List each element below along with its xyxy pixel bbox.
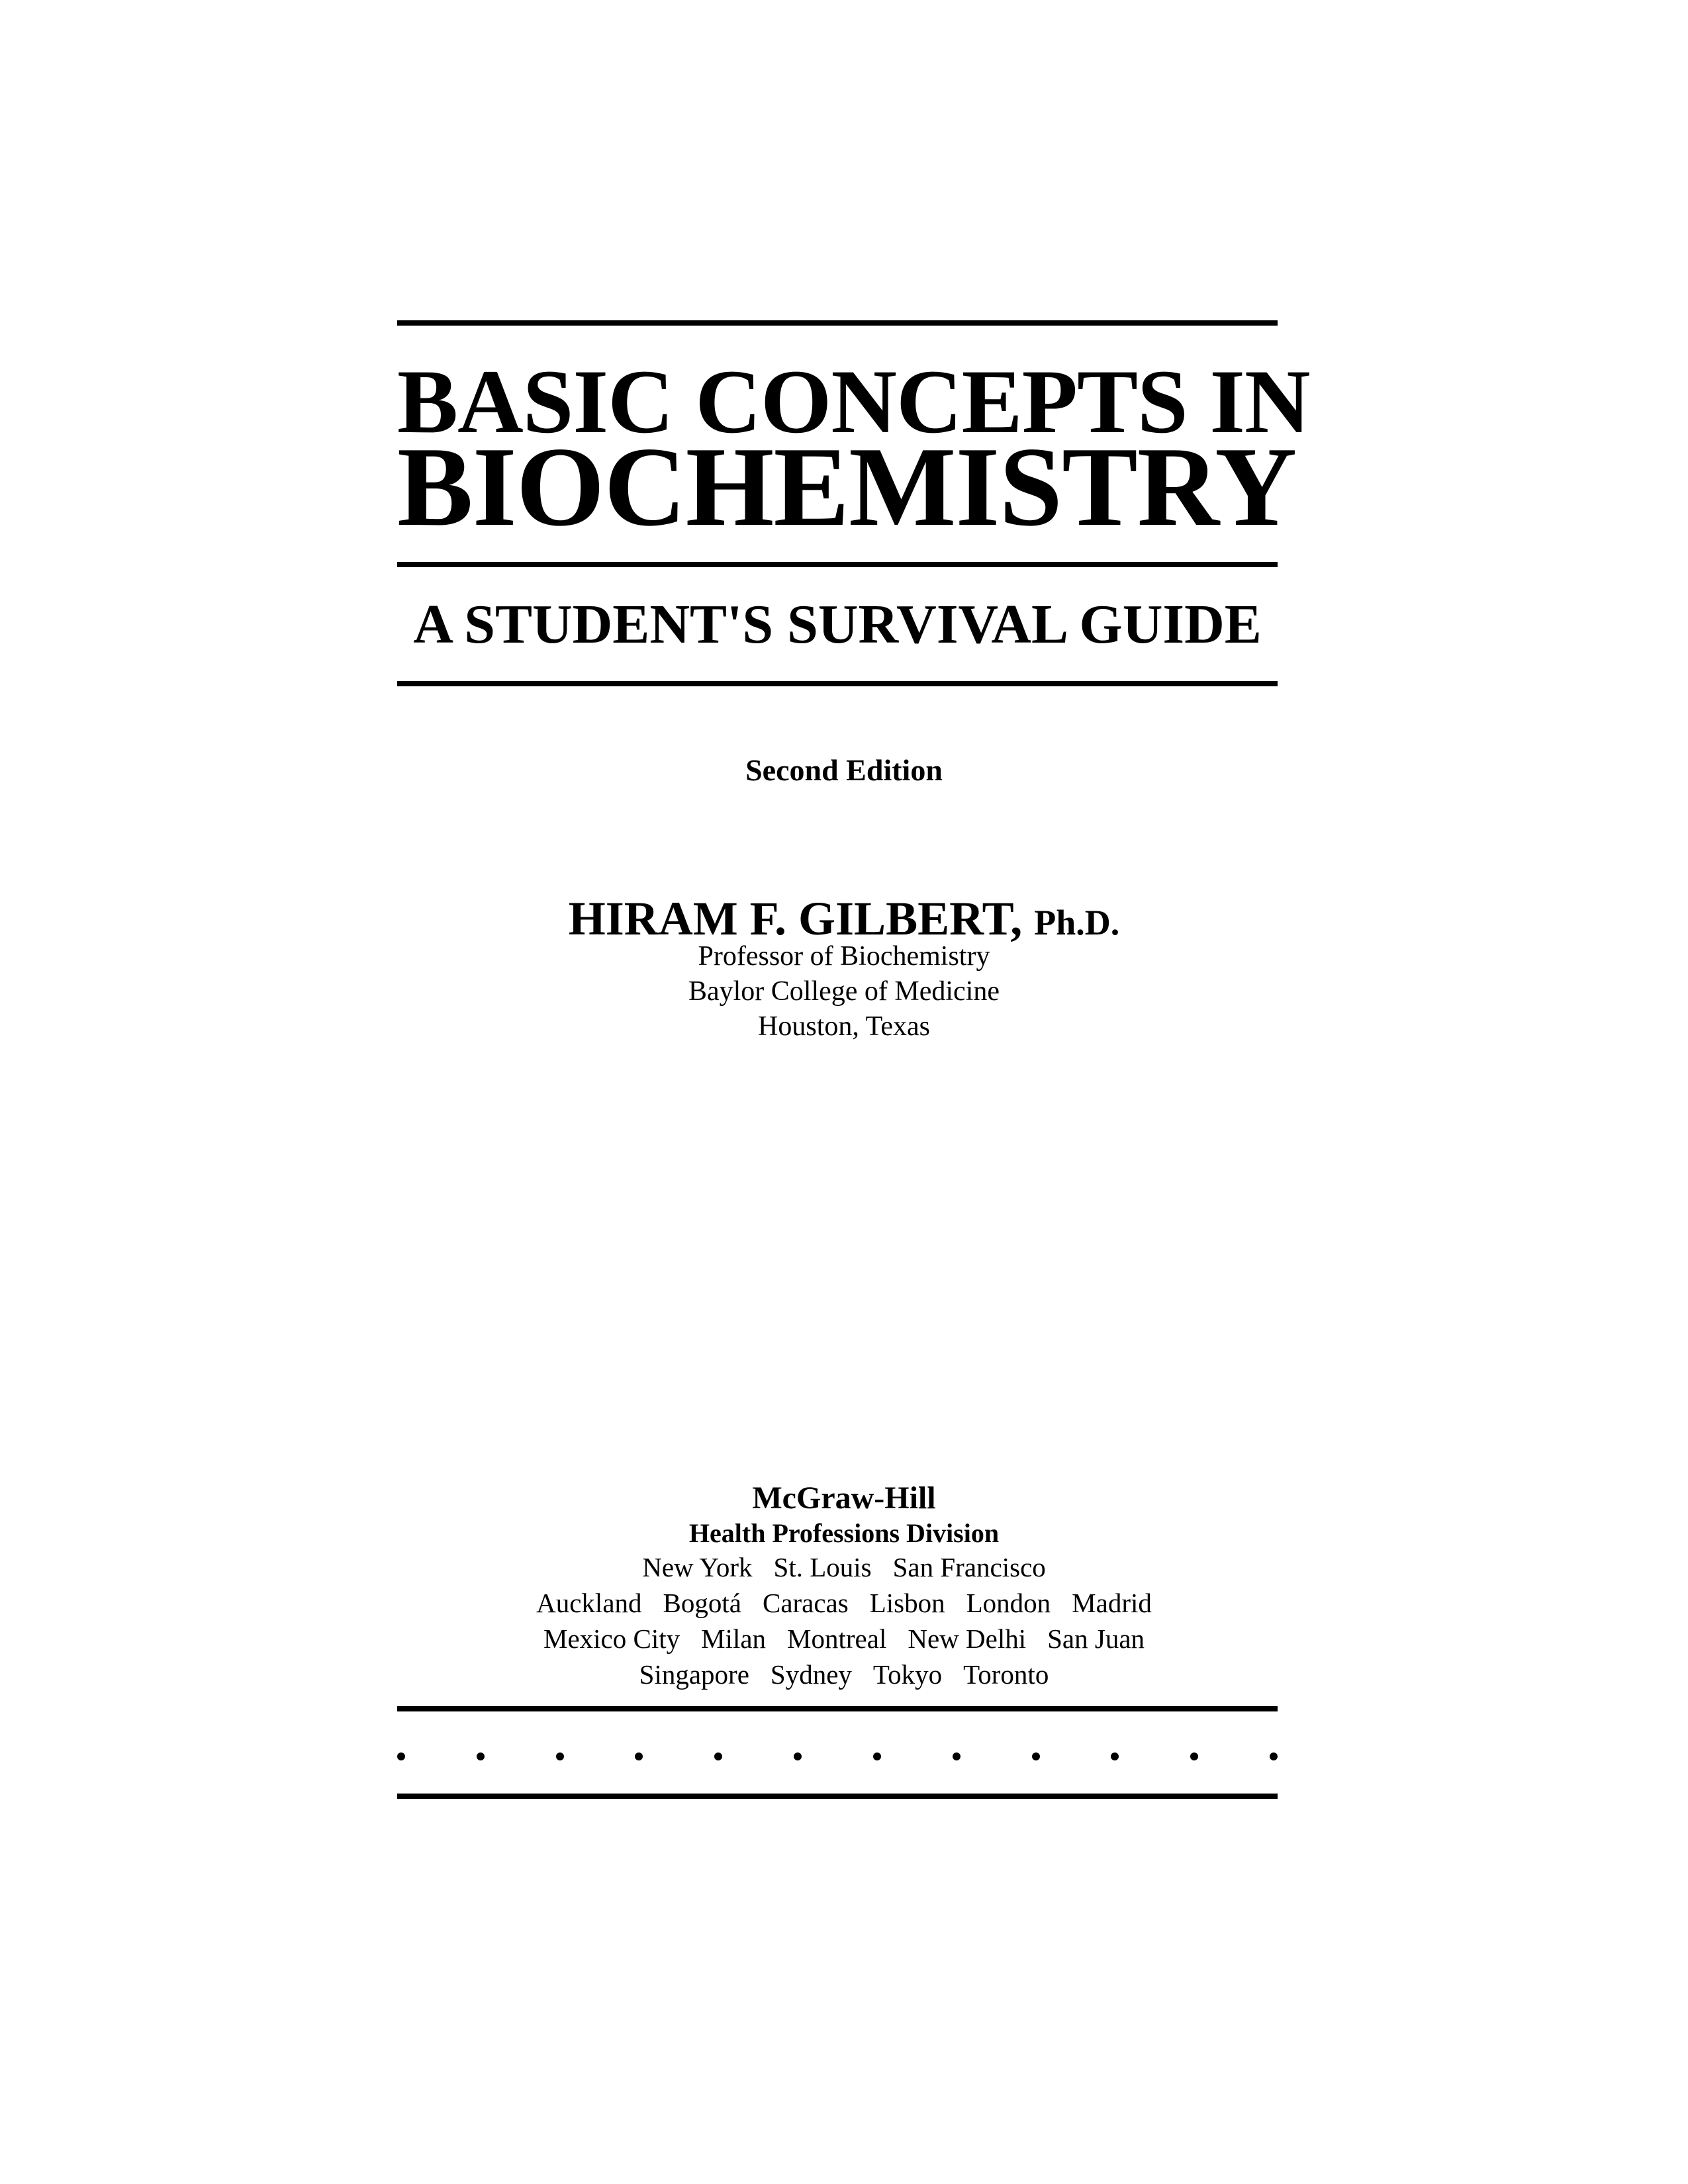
ornament-dot — [1111, 1752, 1119, 1760]
publisher-name: McGraw-Hill — [752, 1480, 936, 1516]
city-row-3 — [0, 1625, 1688, 1653]
city: Tokyo — [872, 1659, 943, 1690]
ornament-dot — [477, 1752, 485, 1760]
edition: Second Edition — [745, 753, 943, 787]
city: Lisbon — [869, 1588, 945, 1618]
ornament-dot — [556, 1752, 564, 1760]
city: Sydney — [770, 1659, 852, 1690]
city: New Delhi — [908, 1623, 1027, 1654]
top-rule — [397, 320, 1278, 326]
title-divider-rule — [397, 562, 1278, 567]
author-line — [0, 892, 1688, 945]
author-institution: Baylor College of Medicine — [688, 976, 1000, 1007]
author-location: Houston, Texas — [758, 1011, 930, 1042]
city: Montreal — [787, 1623, 887, 1654]
author-name: HIRAM F. GILBERT, — [568, 892, 1023, 945]
author-title: Professor of Biochemistry — [698, 941, 990, 972]
city: London — [966, 1588, 1051, 1618]
ornament-dot — [635, 1752, 643, 1760]
ornament-dot — [794, 1752, 802, 1760]
title-line-1: BASIC CONCEPTS IN — [397, 351, 1310, 452]
ornament-dot — [1270, 1752, 1278, 1760]
city: Singapore — [639, 1659, 749, 1690]
dot-ornament — [397, 1752, 1278, 1763]
city: Toronto — [963, 1659, 1049, 1690]
city: Mexico City — [543, 1623, 680, 1654]
city: Caracas — [762, 1588, 849, 1618]
city: Auckland — [536, 1588, 642, 1618]
subtitle: A STUDENT'S SURVIVAL GUIDE — [413, 594, 1262, 655]
subtitle-divider-rule — [397, 681, 1278, 686]
city-row-4 — [0, 1661, 1688, 1688]
bottom-rule-lower — [397, 1794, 1278, 1799]
city: San Juan — [1047, 1623, 1145, 1654]
city: San Francisco — [892, 1552, 1046, 1582]
bottom-rule-upper — [397, 1706, 1278, 1711]
city: Madrid — [1072, 1588, 1152, 1618]
ornament-dot — [714, 1752, 722, 1760]
ornament-dot — [1190, 1752, 1198, 1760]
publisher-division: Health Professions Division — [688, 1518, 1000, 1548]
city: Milan — [701, 1623, 767, 1654]
city: New York — [642, 1552, 753, 1582]
title-line-2: BIOCHEMISTRY — [397, 424, 1297, 550]
city-row-1 — [0, 1554, 1688, 1581]
ornament-dot — [397, 1752, 405, 1760]
city-row-2 — [0, 1590, 1688, 1617]
city: St. Louis — [773, 1552, 872, 1582]
ornament-dot — [1032, 1752, 1040, 1760]
author-degree: Ph.D. — [1034, 903, 1120, 942]
ornament-dot — [873, 1752, 881, 1760]
city: Bogotá — [663, 1588, 741, 1618]
ornament-dot — [953, 1752, 961, 1760]
